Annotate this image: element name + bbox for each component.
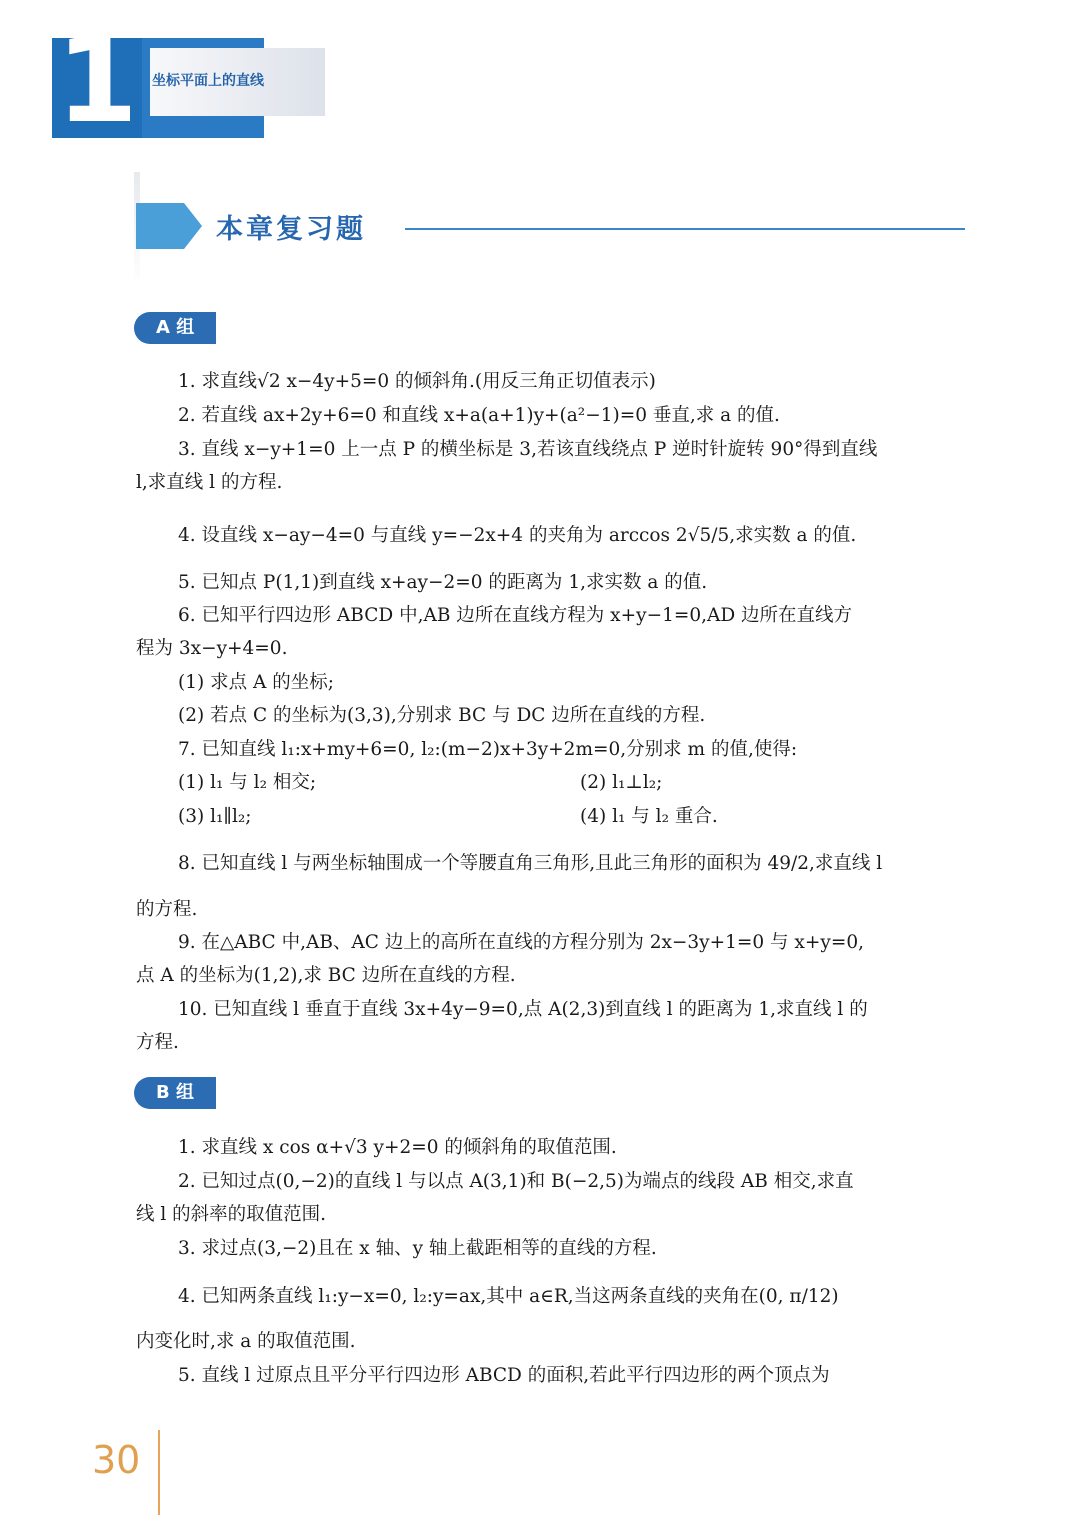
group-a-badge: A 组 xyxy=(134,312,216,344)
section-arrow-icon xyxy=(136,203,202,249)
section-title: 本章复习题 xyxy=(216,214,366,245)
b-problem-4: 4. 已知两条直线 l₁:y−x=0, l₂:y=ax,其中 a∈R,当这两条直线的夹角在(0, π/12) xyxy=(178,1286,839,1307)
a-problem-7-part-2: (2) l₁⊥l₂; xyxy=(580,772,663,793)
a-problem-7: 7. 已知直线 l₁:x+my+6=0, l₂:(m−2)x+3y+2m=0,分别求 m 的值,使得: xyxy=(178,739,798,760)
a-problem-6-cont: 程为 3x−y+4=0. xyxy=(136,638,288,659)
b-problem-3: 3. 求过点(3,−2)且在 x 轴、y 轴上截距相等的直线的方程. xyxy=(178,1238,657,1259)
a-problem-6-part-2: (2) 若点 C 的坐标为(3,3),分别求 BC 与 DC 边所在直线的方程. xyxy=(178,705,706,726)
a-problem-8-cont: 的方程. xyxy=(136,899,198,920)
a-problem-3: 3. 直线 x−y+1=0 上一点 P 的横坐标是 3,若该直线绕点 P 逆时针旋转 90°得到直线 xyxy=(178,439,878,460)
a-problem-1: 1. 求直线√2 x−4y+5=0 的倾斜角.(用反三角正切值表示) xyxy=(178,371,656,392)
b-problem-5: 5. 直线 l 过原点且平分平行四边形 ABCD 的面积,若此平行四边形的两个顶点为 xyxy=(178,1365,830,1386)
a-problem-10: 10. 已知直线 l 垂直于直线 3x+4y−9=0,点 A(2,3)到直线 l 的距离为 1,求直线 l 的 xyxy=(178,999,868,1020)
page-number: 30 xyxy=(92,1438,141,1482)
chapter-number: 1 xyxy=(55,11,139,149)
group-b-badge: B 组 xyxy=(134,1077,216,1109)
a-problem-4: 4. 设直线 x−ay−4=0 与直线 y=−2x+4 的夹角为 arccos 2√5/5,求实数 a 的值. xyxy=(178,525,857,546)
chapter-title: 坐标平面上的直线 xyxy=(152,73,264,89)
a-problem-6: 6. 已知平行四边形 ABCD 中,AB 边所在直线方程为 x+y−1=0,AD 边所在直线方 xyxy=(178,605,853,626)
a-problem-10-cont: 方程. xyxy=(136,1032,179,1053)
a-problem-6-part-1: (1) 求点 A 的坐标; xyxy=(178,672,334,693)
a-problem-3-cont: l,求直线 l 的方程. xyxy=(136,472,283,493)
a-problem-8: 8. 已知直线 l 与两坐标轴围成一个等腰直角三角形,且此三角形的面积为 49/2,求直线 l xyxy=(178,853,883,874)
b-problem-2: 2. 已知过点(0,−2)的直线 l 与以点 A(3,1)和 B(−2,5)为端点的线段 AB 相交,求直 xyxy=(178,1171,854,1192)
a-problem-2: 2. 若直线 ax+2y+6=0 和直线 x+a(a+1)y+(a²−1)=0 垂直,求 a 的值. xyxy=(178,405,780,426)
a-problem-9-cont: 点 A 的坐标为(1,2),求 BC 边所在直线的方程. xyxy=(136,965,516,986)
a-problem-9: 9. 在△ABC 中,AB、AC 边上的高所在直线的方程分别为 2x−3y+1=0 与 x+y=0, xyxy=(178,932,864,953)
section-rule xyxy=(405,228,965,230)
a-problem-7-part-4: (4) l₁ 与 l₂ 重合. xyxy=(580,806,718,827)
b-problem-4-cont: 内变化时,求 a 的取值范围. xyxy=(136,1331,356,1352)
a-problem-7-part-1: (1) l₁ 与 l₂ 相交; xyxy=(178,772,317,793)
page-number-rule xyxy=(158,1430,160,1515)
b-problem-1: 1. 求直线 x cos α+√3 y+2=0 的倾斜角的取值范围. xyxy=(178,1137,617,1158)
b-problem-2-cont: 线 l 的斜率的取值范围. xyxy=(136,1204,327,1225)
a-problem-5: 5. 已知点 P(1,1)到直线 x+ay−2=0 的距离为 1,求实数 a 的值. xyxy=(178,572,708,593)
a-problem-7-part-3: (3) l₁∥l₂; xyxy=(178,806,252,827)
